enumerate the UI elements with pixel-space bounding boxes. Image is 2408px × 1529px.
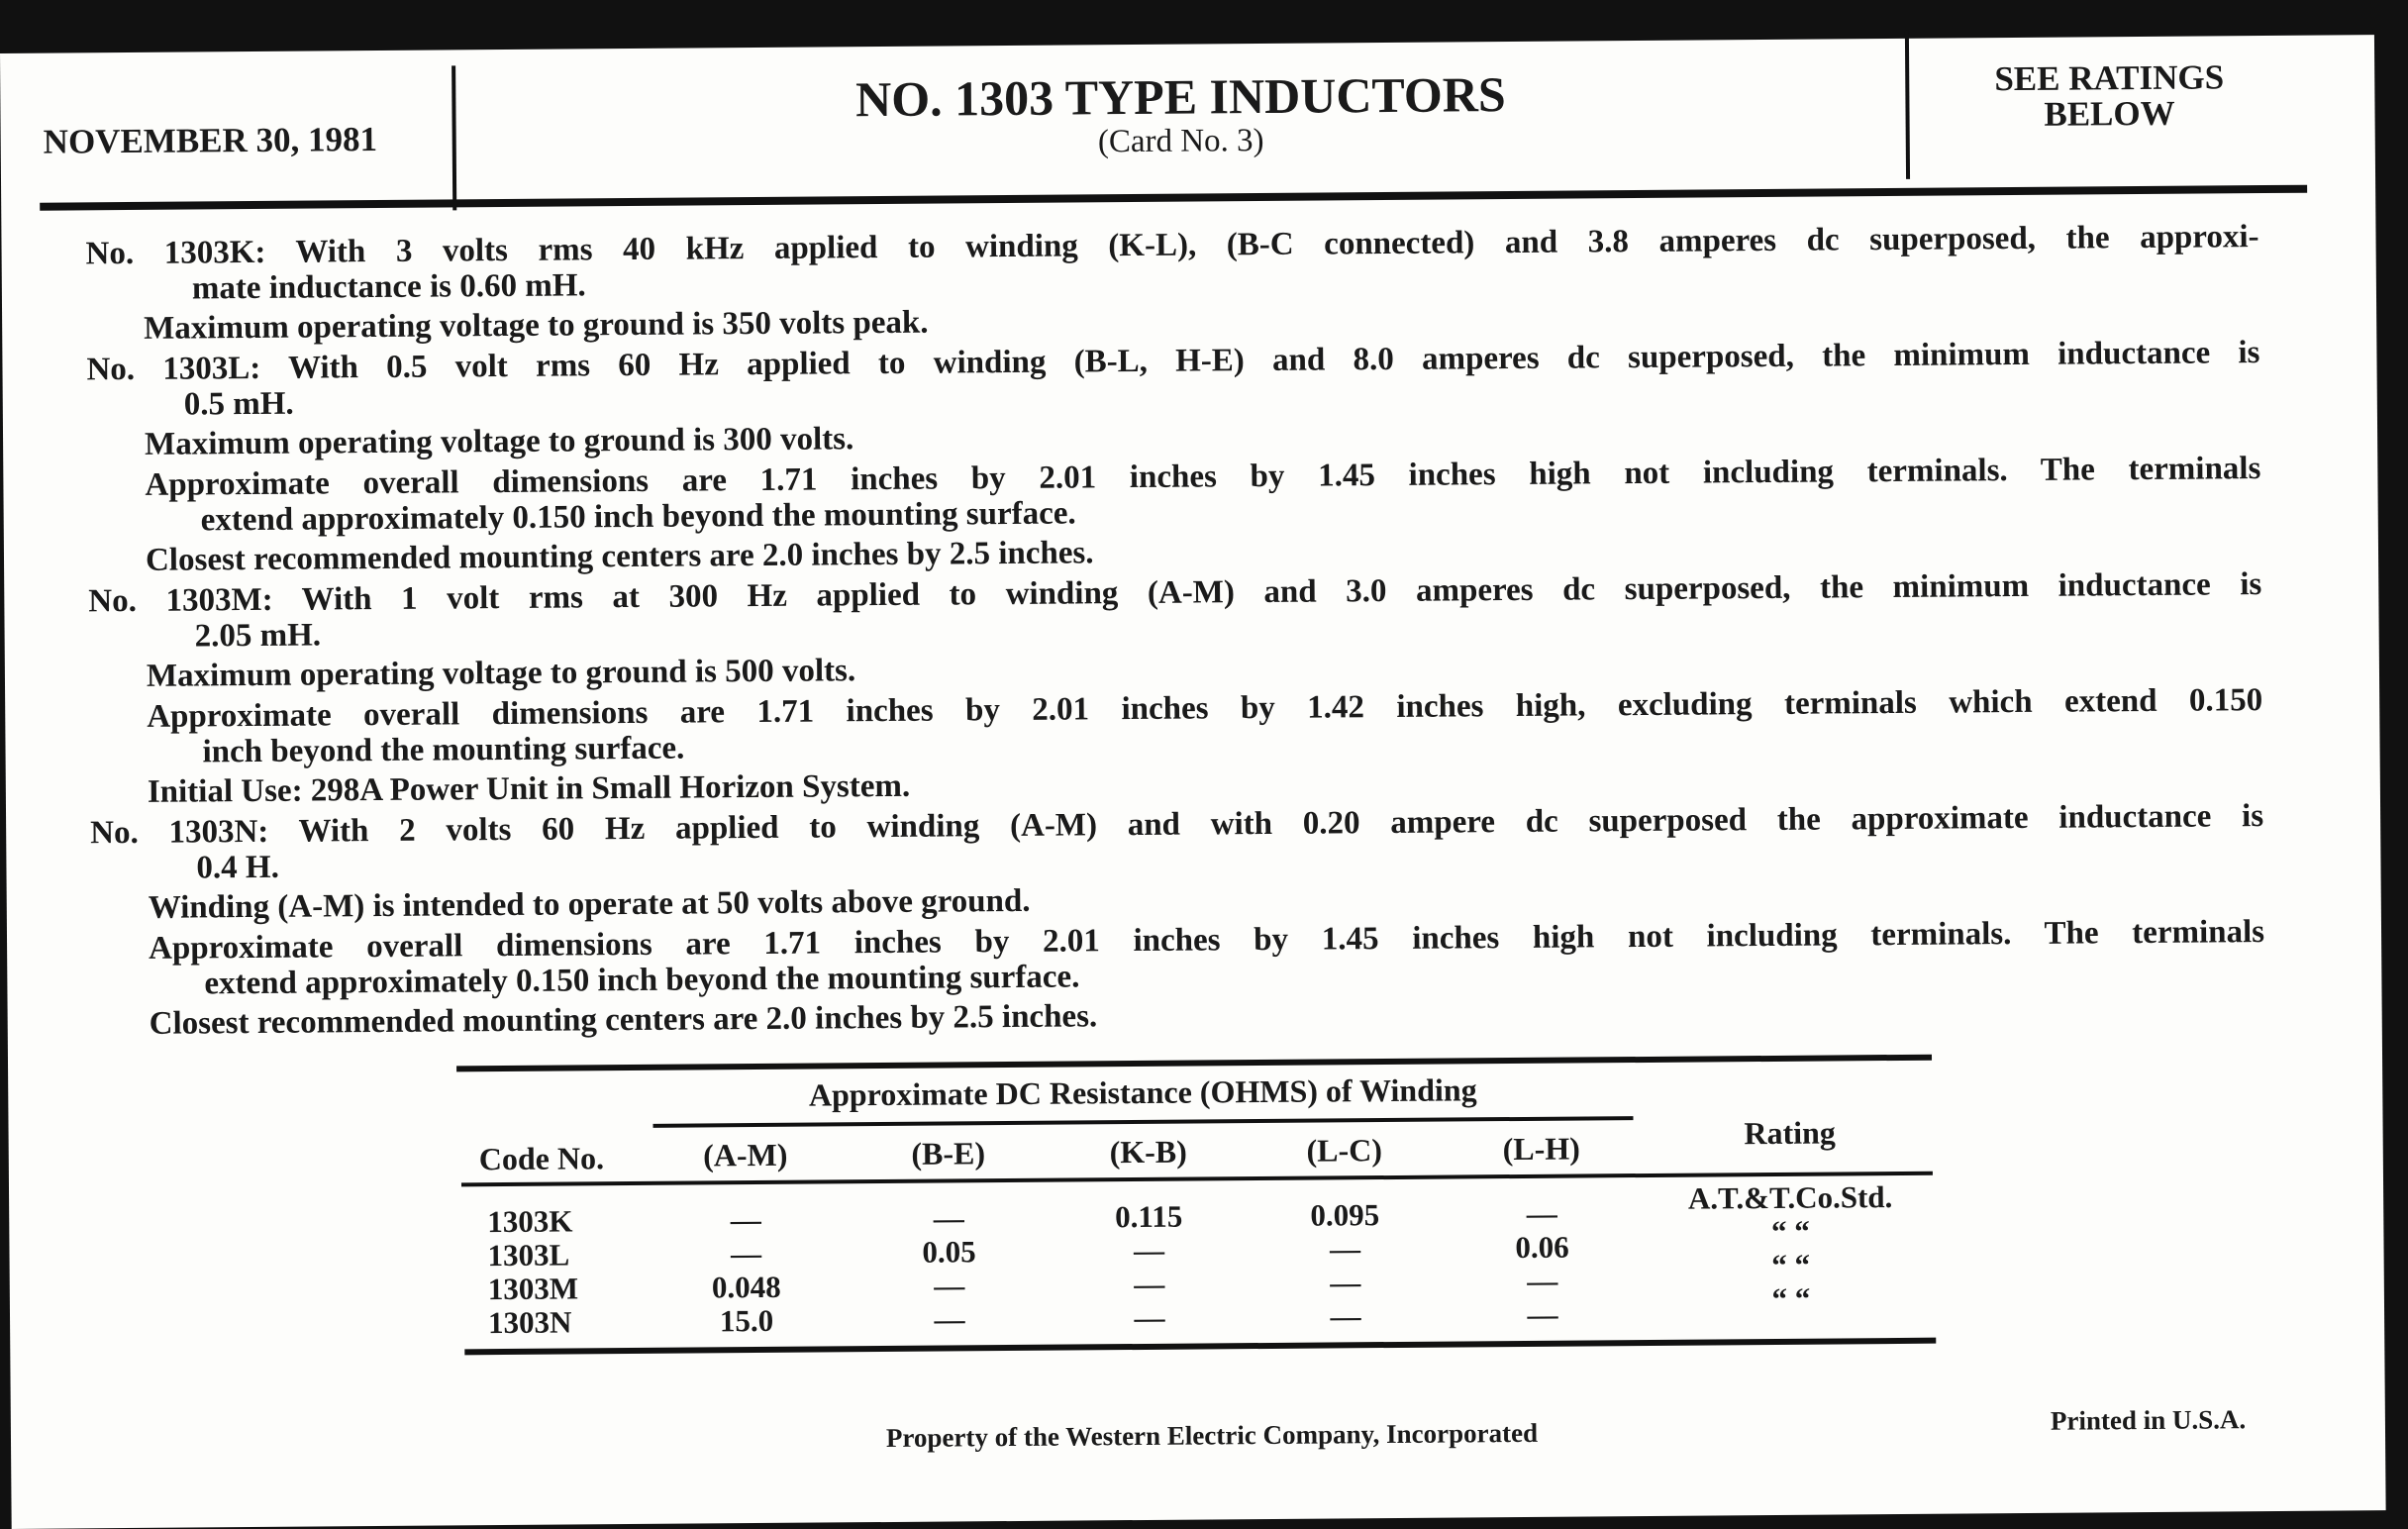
spec-line: Maximum operating voltage to ground is 350 volts peak. — [144, 304, 929, 347]
footer-property-notice: Property of the Western Electric Company, Incorporated — [885, 1417, 1539, 1454]
column-header: (A-M) — [702, 1136, 788, 1173]
specification-body — [1, 213, 2381, 1043]
card-number: (Card No. 3) — [1097, 122, 1264, 160]
spec-line: Maximum operating voltage to ground is 500 volts. — [146, 653, 856, 694]
spec-line: No. 1303K: With 3 volts rms 40 kHz applied to winding (K-L), (B-C connected) and 3.8 amperes dc superposed, the approxi- — [85, 218, 2259, 271]
spec-line: mate inductance is 0.60 mH. — [191, 266, 586, 306]
spec-line: Closest recommended mounting centers are 2.0 inches by 2.5 inches. — [149, 998, 1098, 1042]
spec-paragraph-note — [7, 913, 2381, 1003]
table-cell: — — [1134, 1299, 1165, 1336]
spec-line: extend approximately 0.150 inch beyond the mounting surface. — [200, 494, 1076, 538]
ratings-note — [1941, 59, 2278, 134]
spec-line: Initial Use: 298A Power Unit in Small Horizon System. — [147, 767, 911, 810]
table-bottom-rule — [464, 1338, 1936, 1356]
table-cell: — — [934, 1268, 965, 1303]
cell-code: 1303L — [487, 1237, 570, 1274]
table-cell: 0.115 — [1115, 1198, 1183, 1235]
ratings-note-line2: BELOW — [2044, 93, 2175, 134]
table-cell: — — [730, 1235, 762, 1272]
column-header: (B-E) — [911, 1135, 986, 1172]
table-cell: — — [1329, 1231, 1361, 1267]
ratings-note-line1: SEE RATINGS — [1994, 57, 2225, 99]
column-header: (K-B) — [1109, 1133, 1187, 1171]
table-cell: — — [1527, 1296, 1558, 1332]
header-rule — [40, 185, 2307, 211]
column-header-code: Code No. — [478, 1140, 605, 1177]
spec-line: Winding (A-M) is intended to operate at 50 volts above ground. — [148, 882, 1031, 926]
table-cell: — — [1330, 1298, 1361, 1334]
spec-line: Approximate overall dimensions are 1.71 inches by 2.01 inches by 1.45 inches high not including terminals. The terminals — [145, 450, 2261, 503]
spec-line: Maximum operating voltage to ground is 300 volts. — [144, 421, 854, 462]
spec-paragraph-code — [6, 797, 2380, 887]
table-cell: — — [1133, 1232, 1165, 1269]
column-header: Rating — [1744, 1114, 1836, 1152]
spec-line: 0.5 mH. — [183, 385, 294, 423]
table-cell: 0.06 — [1515, 1229, 1569, 1266]
table-cell: 0.048 — [711, 1269, 781, 1305]
table-cell: 0.095 — [1310, 1197, 1380, 1233]
table-cell: “ “ — [1770, 1213, 1810, 1249]
table-cell: — — [933, 1200, 964, 1236]
table-cell: 0.05 — [922, 1234, 976, 1270]
resistance-table — [456, 1055, 1932, 1341]
spec-paragraph-code — [4, 565, 2378, 656]
spec-paragraph-note — [5, 681, 2379, 771]
spec-line: Closest recommended mounting centers are 2.0 inches by 2.5 inches. — [145, 535, 1094, 578]
table-cell: “ “ — [1771, 1247, 1811, 1282]
table-top-rule — [456, 1055, 1932, 1072]
spec-line: No. 1303M: With 1 volt rms at 300 Hz applied to winding (A-M) and 3.0 amperes dc superposed, the minimum inductance is — [88, 565, 2262, 619]
spec-paragraph-code — [2, 334, 2376, 424]
spec-line: 0.4 H. — [196, 849, 280, 885]
spec-line: No. 1303L: With 0.5 volt rms 60 Hz applied to winding (B-L, H-E) and 8.0 amperes dc superposed, the minimum inductance is — [86, 334, 2260, 387]
header-divider-right — [1905, 31, 1910, 179]
card-date: NOVEMBER 30, 1981 — [43, 120, 378, 161]
table-cell: A.T.&T.Co.Std. — [1687, 1179, 1893, 1216]
spec-paragraph-code — [1, 218, 2375, 308]
table-cell: “ “ — [1771, 1280, 1811, 1316]
table-cell: — — [934, 1301, 965, 1337]
spec-line: inch beyond the mounting surface. — [202, 730, 685, 769]
table-cell: 15.0 — [719, 1302, 774, 1339]
inductor-spec-card — [0, 35, 2386, 1529]
group-header: Approximate DC Resistance (OHMS) of Winding — [808, 1071, 1477, 1113]
table-cell: — — [1527, 1263, 1558, 1298]
table-cell: — — [1526, 1195, 1557, 1231]
table-cell: — — [1134, 1266, 1165, 1302]
spec-line: 2.05 mH. — [194, 616, 322, 654]
column-header: (L-C) — [1306, 1132, 1383, 1169]
spec-paragraph-note — [3, 450, 2377, 540]
footer-printed-in: Printed in U.S.A. — [2050, 1404, 2247, 1436]
spec-line: extend approximately 0.150 inch beyond the mounting surface. — [204, 958, 1080, 1001]
spec-line: No. 1303N: With 2 volts 60 Hz applied to winding (A-M) and with 0.20 ampere dc superposed the approximate inductance is — [90, 797, 2264, 851]
table-cell: — — [1330, 1265, 1361, 1300]
group-header-rule — [653, 1116, 1634, 1128]
card-title: NO. 1303 TYPE INDUCTORS — [854, 66, 1506, 128]
spec-line: Approximate overall dimensions are 1.71 inches by 2.01 inches by 1.42 inches high, excluding terminals which extend 0.150 — [147, 681, 2263, 735]
column-header: (L-H) — [1502, 1130, 1580, 1168]
spec-line: Approximate overall dimensions are 1.71 inches by 2.01 inches by 1.45 inches high not including terminals. The terminals — [148, 913, 2265, 967]
cell-code: 1303M — [487, 1271, 579, 1307]
table-cell: — — [730, 1201, 761, 1238]
cell-code: 1303N — [487, 1304, 572, 1341]
cell-code: 1303K — [487, 1203, 573, 1240]
